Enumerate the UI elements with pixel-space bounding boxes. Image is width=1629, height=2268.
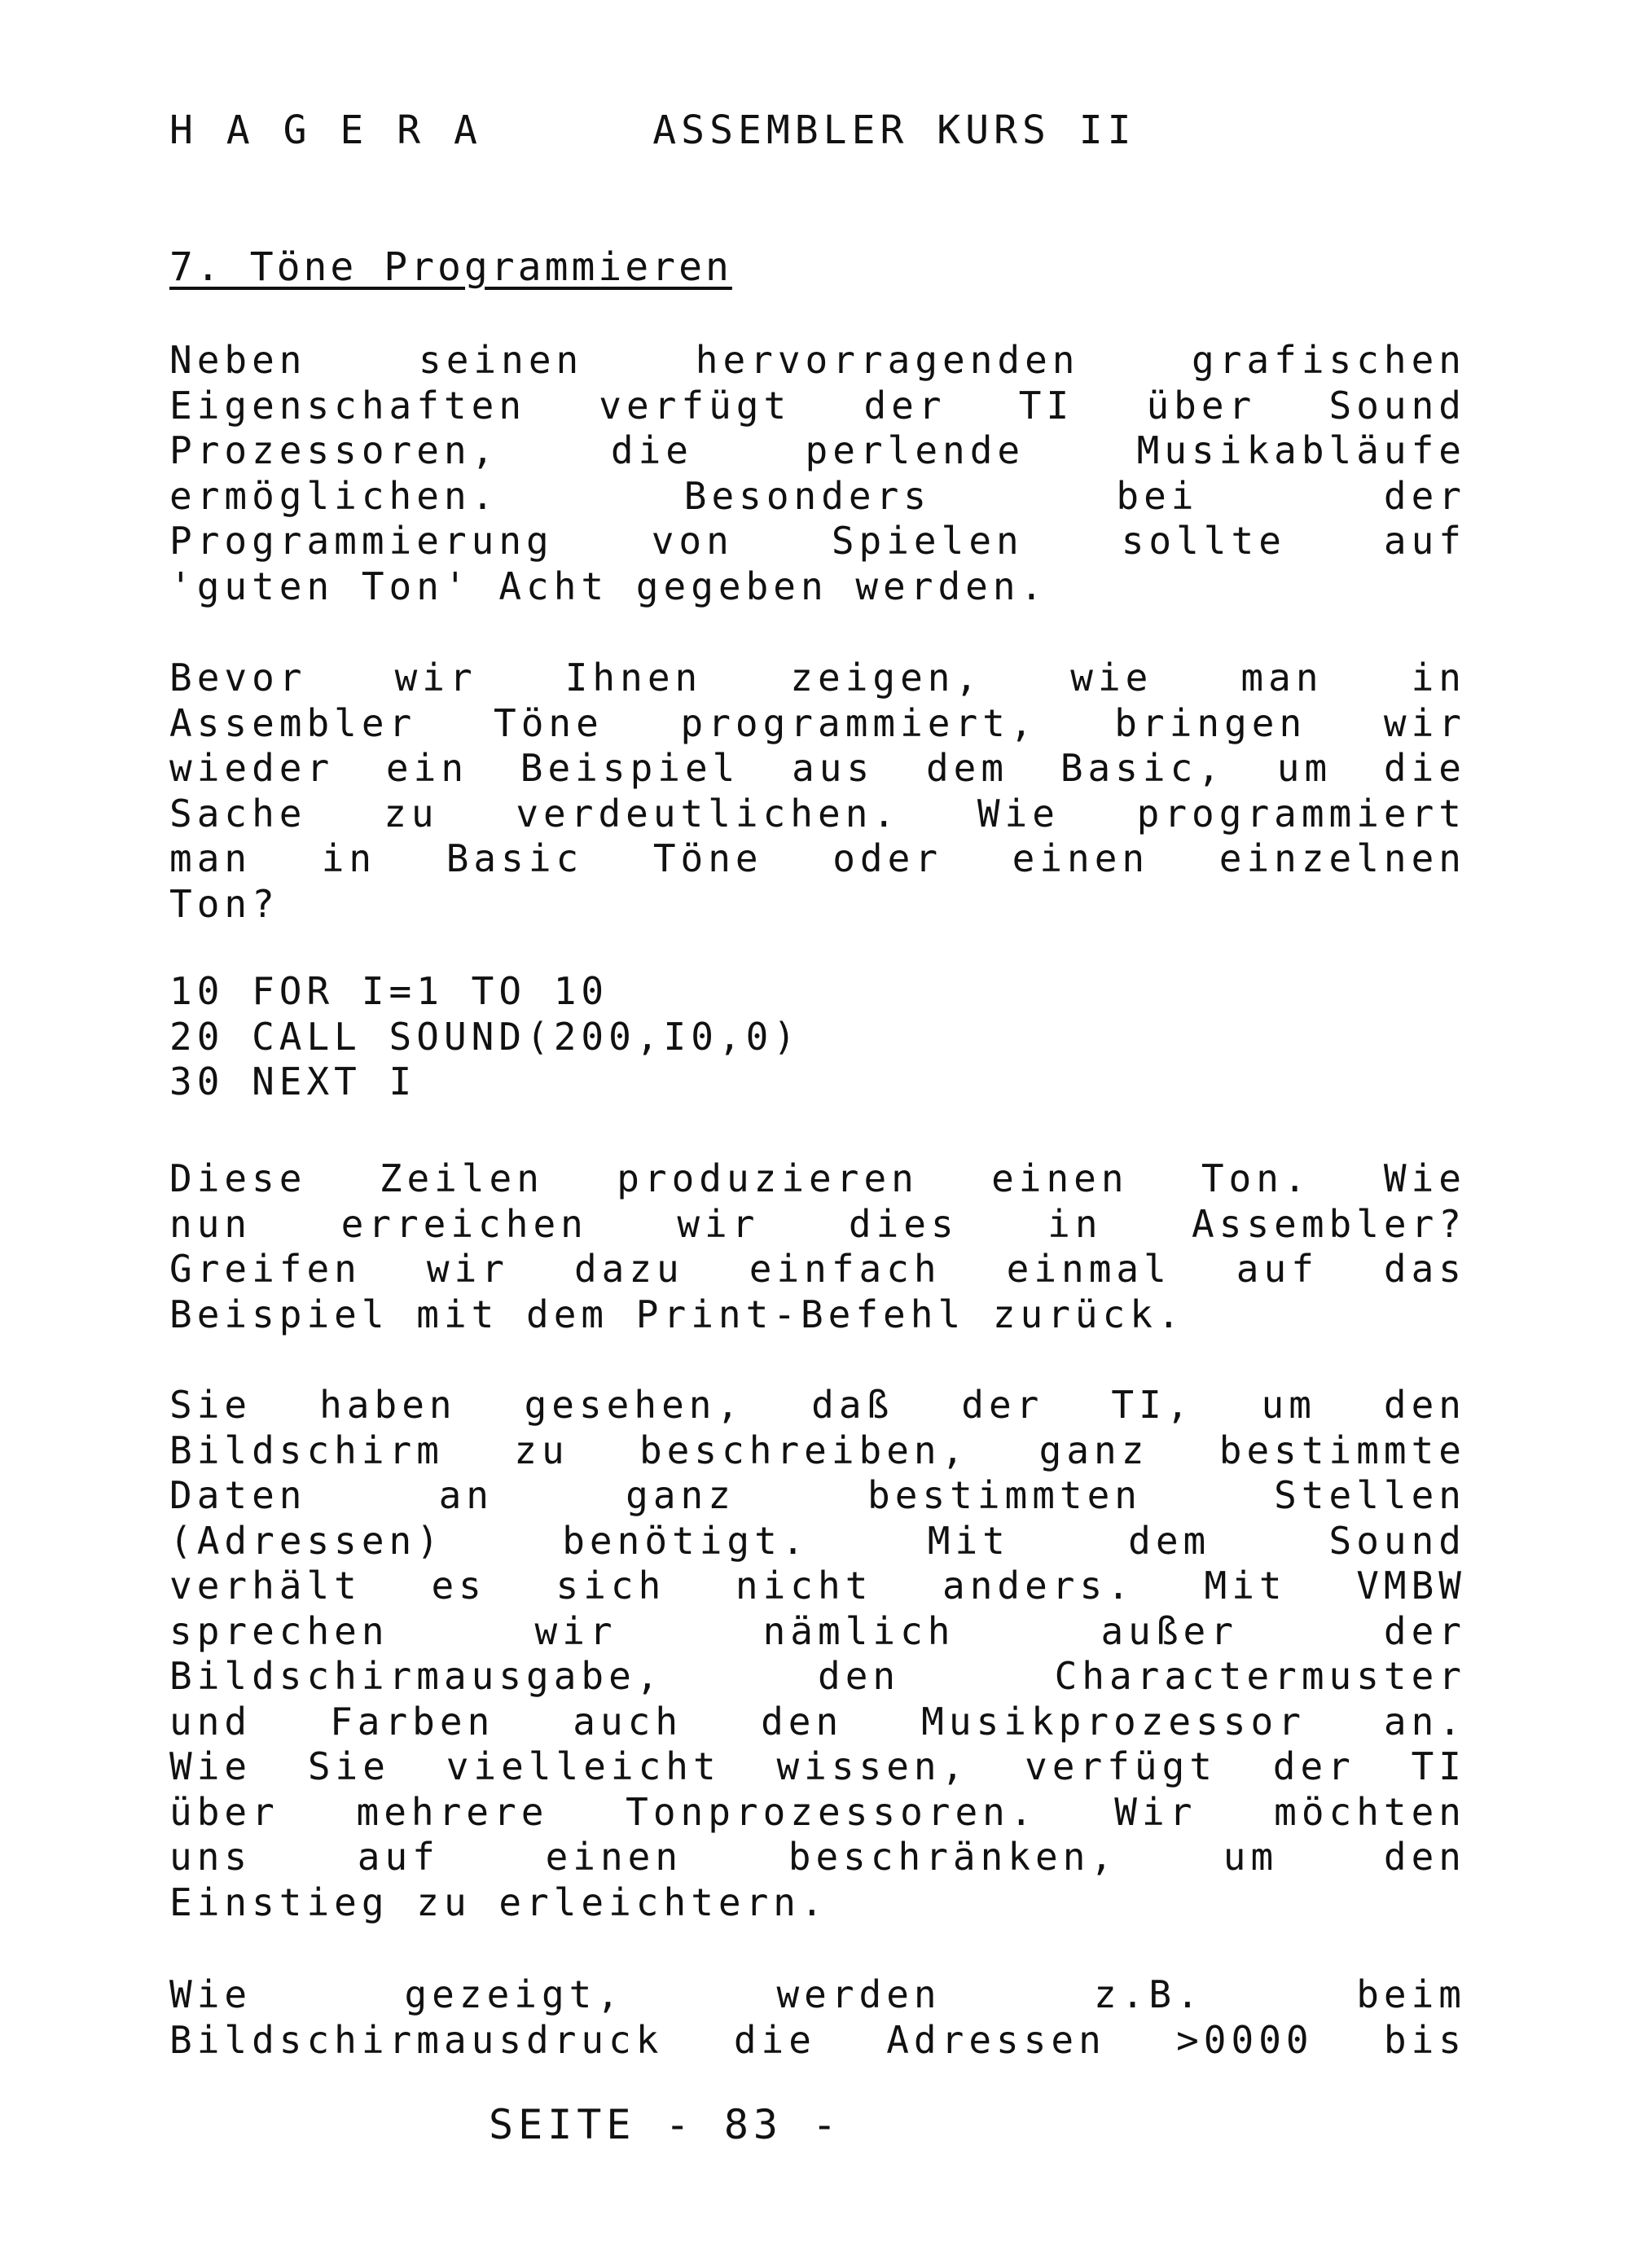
text-line: nun erreichen wir dies in Assembler? (169, 1201, 1466, 1246)
text-line: Sie haben gesehen, daß der TI, um den (169, 1383, 1466, 1427)
text-line: Wie Sie vielleicht wissen, verfügt der TI (169, 1744, 1466, 1788)
text-line: Eigenschaften verfügt der TI über Sound (169, 383, 1466, 428)
page-number: SEITE - 83 - (489, 2101, 842, 2148)
text-line: sprechen wir nämlich außer der (169, 1608, 1466, 1653)
chapter-title: 7. Töne Programmieren (169, 244, 732, 290)
text-line: Ton? (169, 881, 279, 926)
text-line: Prozessoren, die perlende Musikabläufe (169, 428, 1466, 472)
page-header (169, 107, 1136, 153)
text-line: wieder ein Beispiel aus dem Basic, um die (169, 746, 1466, 790)
text-line: über mehrere Tonprozessoren. Wir möchten (169, 1789, 1466, 1834)
text-line: 'guten Ton' Acht gegeben werden. (169, 564, 1048, 608)
publisher-name: H A G E R A (169, 107, 482, 153)
paragraph-vmbw (169, 1383, 1466, 1925)
paragraph-addresses (169, 1972, 1466, 2063)
text-line: Beispiel mit dem Print-Befehl zurück. (169, 1292, 1185, 1336)
text-line: Programmierung von Spielen sollte auf (169, 519, 1466, 563)
text-line: man in Basic Töne oder einen einzelnen (169, 836, 1466, 880)
text-line: Bildschirmausgabe, den Charactermuster (169, 1654, 1466, 1698)
code-line: 20 CALL SOUND(200,I0,0) (169, 1014, 801, 1059)
text-line: und Farben auch den Musikprozessor an. (169, 1699, 1466, 1744)
paragraph-assembler-question (169, 1156, 1466, 1337)
text-line: ermöglichen. Besonders bei der (169, 473, 1466, 518)
text-line: Daten an ganz bestimmten Stellen (169, 1473, 1466, 1517)
text-line: Sache zu verdeutlichen. Wie programmiert (169, 791, 1466, 836)
text-line: Greifen wir dazu einfach einmal auf das (169, 1247, 1466, 1291)
text-line: Wie gezeigt, werden z.B. beim (169, 1972, 1466, 2016)
text-line: Bildschirmausdruck die Adressen >0000 bis (169, 2017, 1466, 2062)
text-line: verhält es sich nicht anders. Mit VMBW (169, 1564, 1466, 1608)
text-line: Bevor wir Ihnen zeigen, wie man in (169, 656, 1466, 700)
paragraph-intro (169, 338, 1466, 609)
text-line: Assembler Töne programmiert, bringen wir (169, 700, 1466, 745)
text-line: (Adressen) benötigt. Mit dem Sound (169, 1518, 1466, 1563)
text-line: Diese Zeilen produzieren einen Ton. Wie (169, 1156, 1466, 1200)
code-line: 30 NEXT I (169, 1059, 417, 1103)
text-line: Neben seinen hervorragenden grafischen (169, 338, 1466, 382)
basic-code-listing (169, 969, 801, 1105)
paragraph-basic-example (169, 656, 1466, 927)
course-title: ASSEMBLER KURS II (652, 107, 1136, 153)
text-line: Bildschirm zu beschreiben, ganz bestimmte (169, 1428, 1466, 1472)
code-line: 10 FOR I=1 TO 10 (169, 969, 609, 1013)
text-line: Einstieg zu erleichtern. (169, 1880, 828, 1924)
text-line: uns auf einen beschränken, um den (169, 1835, 1466, 1879)
